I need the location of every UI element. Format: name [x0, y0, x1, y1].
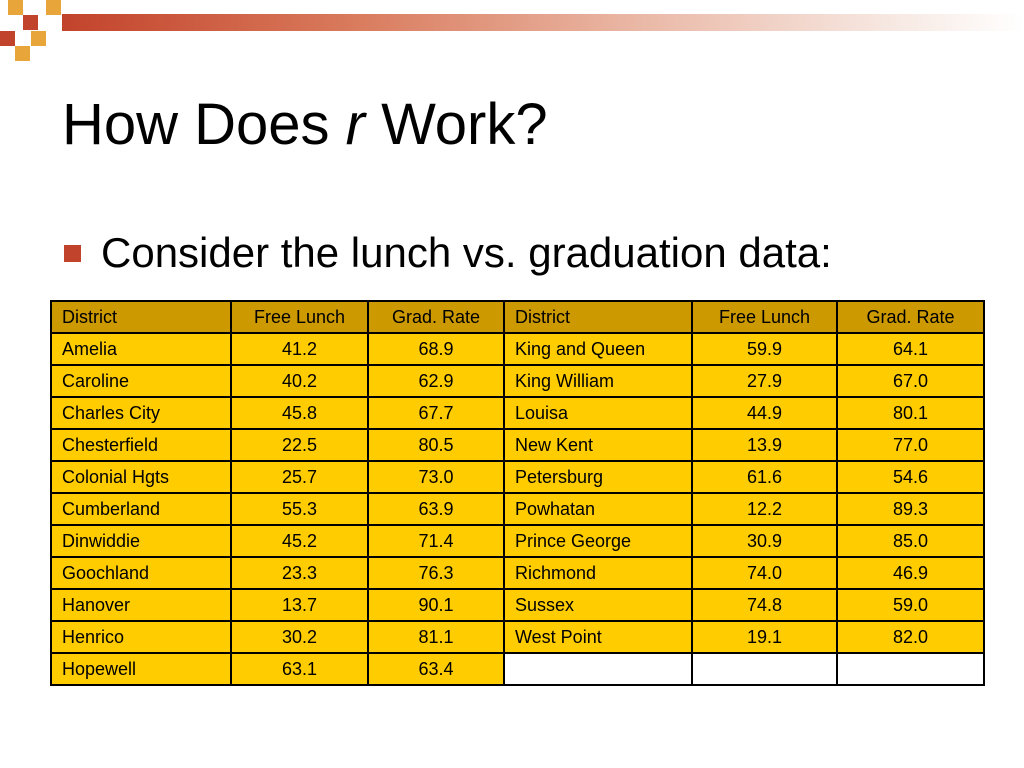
free-lunch-cell: 41.2 — [231, 333, 368, 365]
free-lunch-cell: 27.9 — [692, 365, 837, 397]
district-cell: Powhatan — [504, 493, 692, 525]
free-lunch-cell: 30.2 — [231, 621, 368, 653]
table-row — [51, 589, 984, 621]
column-header-grad-rate: Grad. Rate — [368, 301, 504, 333]
bullet-text: Consider the lunch vs. graduation data: — [101, 229, 832, 276]
district-cell: Richmond — [504, 557, 692, 589]
decoration-square — [8, 0, 23, 15]
table-body — [51, 333, 984, 685]
grad-rate-cell: 63.4 — [368, 653, 504, 685]
slide-title — [62, 92, 548, 157]
grad-rate-cell: 85.0 — [837, 525, 984, 557]
bullet-square-icon — [64, 245, 81, 262]
district-cell: Cumberland — [51, 493, 231, 525]
free-lunch-cell: 59.9 — [692, 333, 837, 365]
district-cell: Caroline — [51, 365, 231, 397]
grad-rate-cell: 68.9 — [368, 333, 504, 365]
district-cell: Goochland — [51, 557, 231, 589]
decoration-square — [23, 15, 38, 30]
free-lunch-cell: 19.1 — [692, 621, 837, 653]
district-cell: Chesterfield — [51, 429, 231, 461]
grad-rate-cell: 63.9 — [368, 493, 504, 525]
slide-title-before: How Does — [62, 92, 346, 157]
free-lunch-cell: 25.7 — [231, 461, 368, 493]
grad-rate-cell: 54.6 — [837, 461, 984, 493]
data-table — [50, 300, 985, 686]
district-cell: Hopewell — [51, 653, 231, 685]
grad-rate-cell: 89.3 — [837, 493, 984, 525]
district-cell: Dinwiddie — [51, 525, 231, 557]
grad-rate-cell — [837, 653, 984, 685]
free-lunch-cell: 44.9 — [692, 397, 837, 429]
free-lunch-cell: 63.1 — [231, 653, 368, 685]
grad-rate-cell: 80.5 — [368, 429, 504, 461]
slide-title-after: Work? — [364, 92, 548, 157]
district-cell: Amelia — [51, 333, 231, 365]
table-header-row — [51, 301, 984, 333]
grad-rate-cell: 67.7 — [368, 397, 504, 429]
table-row — [51, 397, 984, 429]
column-header-free-lunch: Free Lunch — [231, 301, 368, 333]
district-cell: Petersburg — [504, 461, 692, 493]
decoration-square — [31, 31, 46, 46]
free-lunch-cell: 12.2 — [692, 493, 837, 525]
table-row — [51, 557, 984, 589]
district-cell: West Point — [504, 621, 692, 653]
grad-rate-cell: 90.1 — [368, 589, 504, 621]
grad-rate-cell: 76.3 — [368, 557, 504, 589]
district-cell — [504, 653, 692, 685]
grad-rate-cell: 73.0 — [368, 461, 504, 493]
district-cell: Sussex — [504, 589, 692, 621]
table-row — [51, 525, 984, 557]
column-header-grad-rate: Grad. Rate — [837, 301, 984, 333]
decoration-gradient-bar — [62, 14, 1024, 31]
free-lunch-cell: 74.0 — [692, 557, 837, 589]
grad-rate-cell: 59.0 — [837, 589, 984, 621]
district-cell: New Kent — [504, 429, 692, 461]
table-row — [51, 365, 984, 397]
grad-rate-cell: 67.0 — [837, 365, 984, 397]
district-cell: Hanover — [51, 589, 231, 621]
district-cell: Louisa — [504, 397, 692, 429]
district-cell: King William — [504, 365, 692, 397]
table-row — [51, 493, 984, 525]
grad-rate-cell: 77.0 — [837, 429, 984, 461]
district-cell: King and Queen — [504, 333, 692, 365]
free-lunch-cell: 40.2 — [231, 365, 368, 397]
district-cell: Charles City — [51, 397, 231, 429]
free-lunch-cell: 30.9 — [692, 525, 837, 557]
free-lunch-cell: 45.8 — [231, 397, 368, 429]
district-cell: Henrico — [51, 621, 231, 653]
bullet-item — [64, 229, 832, 276]
district-cell: Colonial Hgts — [51, 461, 231, 493]
table-row — [51, 461, 984, 493]
free-lunch-cell: 55.3 — [231, 493, 368, 525]
table-row — [51, 653, 984, 685]
grad-rate-cell: 80.1 — [837, 397, 984, 429]
table-row — [51, 333, 984, 365]
column-header-district: District — [504, 301, 692, 333]
table-row — [51, 429, 984, 461]
slide-title-variable: r — [345, 92, 365, 157]
grad-rate-cell: 82.0 — [837, 621, 984, 653]
grad-rate-cell: 46.9 — [837, 557, 984, 589]
grad-rate-cell: 81.1 — [368, 621, 504, 653]
free-lunch-cell — [692, 653, 837, 685]
header-decoration — [0, 0, 1024, 64]
column-header-free-lunch: Free Lunch — [692, 301, 837, 333]
grad-rate-cell: 62.9 — [368, 365, 504, 397]
free-lunch-cell: 13.9 — [692, 429, 837, 461]
free-lunch-cell: 74.8 — [692, 589, 837, 621]
grad-rate-cell: 64.1 — [837, 333, 984, 365]
free-lunch-cell: 45.2 — [231, 525, 368, 557]
district-cell: Prince George — [504, 525, 692, 557]
free-lunch-cell: 13.7 — [231, 589, 368, 621]
column-header-district: District — [51, 301, 231, 333]
grad-rate-cell: 71.4 — [368, 525, 504, 557]
decoration-square — [46, 0, 61, 15]
free-lunch-cell: 23.3 — [231, 557, 368, 589]
table-row — [51, 621, 984, 653]
decoration-square — [15, 46, 30, 61]
decoration-square — [0, 31, 15, 46]
free-lunch-cell: 22.5 — [231, 429, 368, 461]
free-lunch-cell: 61.6 — [692, 461, 837, 493]
